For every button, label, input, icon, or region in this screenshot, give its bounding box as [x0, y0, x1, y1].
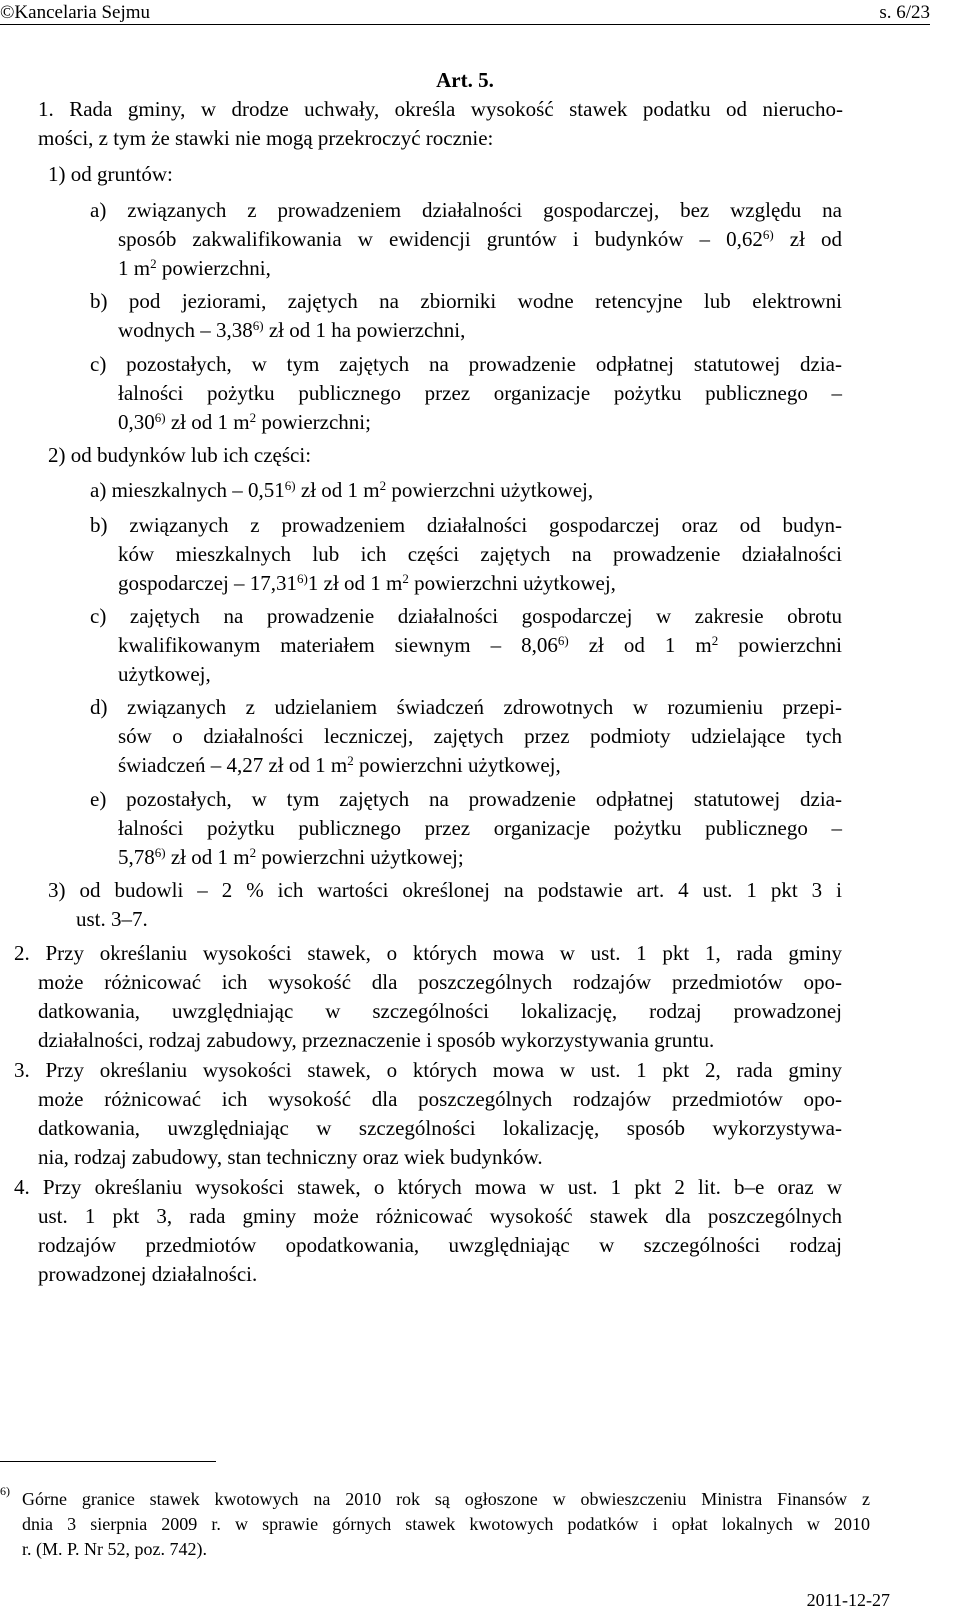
superscript: 2: [379, 478, 387, 493]
superscript: 2: [150, 256, 157, 271]
point-1b: [90, 287, 842, 316]
text-span: zł od 1 m: [295, 478, 380, 502]
point-2c-l2: [118, 631, 842, 660]
text-line: [118, 569, 842, 598]
point-2e-l3: [118, 843, 842, 872]
text-span: zł od: [773, 227, 842, 251]
section-2-body: [38, 968, 842, 1055]
text-line: datkowania, uwzględniając w szczególności lokalizację, rodzaj prowadzonej: [38, 999, 842, 1023]
text-line: ków mieszkalnych lub ich części zajętych na prowadzenie działalności: [118, 542, 842, 566]
point-2c-l3: [118, 660, 842, 689]
text-line: e) pozostałych, w tym zajętych na prowadzenie odpłatnej statutowej dzia-: [90, 787, 842, 811]
text-line: c) zajętych na prowadzenie działalności gospodarczej w zakresie obrotu: [90, 604, 842, 628]
section-4-body: [38, 1202, 842, 1289]
text-span: zł od 1 m: [165, 410, 250, 434]
header-rule: [0, 24, 930, 25]
point-1c-l2: [118, 379, 842, 408]
text-line: może różnicować ich wysokość dla poszczególnych rodzajów przedmiotów opo-: [38, 970, 842, 994]
text-span: zł od 1 m: [165, 845, 250, 869]
text-line: sów o działalności leczniczej, zajętych przez podmioty udzielające tych: [118, 724, 842, 748]
text-line: [118, 254, 842, 283]
section-1-intro: [38, 95, 843, 124]
text-line: r. (M. P. Nr 52, poz. 742).: [22, 1539, 207, 1559]
text-line: nia, rodzaj zabudowy, stan techniczny oraz wiek budynków.: [38, 1145, 543, 1169]
text-span: powierzchni: [718, 633, 842, 657]
text-line: 3. Przy określaniu wysokości stawek, o których mowa w ust. 1 pkt 2, rada gminy: [14, 1058, 842, 1082]
text-span: 1 zł od 1 m: [307, 571, 403, 595]
footnote-ref: 6): [297, 571, 308, 586]
section-2: [14, 939, 842, 968]
text-line: c) pozostałych, w tym zajętych na prowadzenie odpłatnej statutowej dzia-: [90, 352, 842, 376]
text-line: 2) od budynków lub ich części:: [48, 443, 312, 467]
text-line: Górne granice stawek kwotowych na 2010 rok są ogłoszone w obwieszczeniu Ministra Finansów z: [22, 1489, 870, 1509]
text-span: powierzchni,: [156, 256, 271, 280]
text-line: użytkowej,: [118, 662, 211, 686]
text-line: d) związanych z udzielaniem świadczeń zdrowotnych w rozumieniu przepi-: [90, 695, 842, 719]
text-span: wodnych – 3,38: [118, 318, 253, 342]
article-title: Art. 5.: [436, 68, 494, 92]
point-1a: [90, 196, 842, 225]
text-line: 3) od budowli – 2 % ich wartości określonej na podstawie art. 4 ust. 1 pkt 3 i: [48, 878, 842, 902]
text-line: ust. 3–7.: [76, 907, 148, 931]
text-span: powierzchni użytkowej,: [408, 571, 616, 595]
footnote-ref: 6): [154, 410, 166, 425]
text-line: [118, 316, 842, 345]
text-span: zł od 1 m: [568, 633, 712, 657]
point-2: [48, 441, 838, 470]
text-span: kwalifikowanym materiałem siewnym – 8,06: [118, 633, 558, 657]
point-2b: [90, 511, 842, 540]
point-1a-l3: [118, 254, 842, 283]
point-3-l2: [76, 905, 842, 934]
section-3-body: [38, 1085, 842, 1172]
superscript: 2: [347, 753, 354, 768]
point-1c-l3: [118, 408, 842, 437]
text-line: datkowania, uwzględniając w szczególności lokalizację, sposób wykorzystywa-: [38, 1116, 842, 1140]
text-line: ust. 1 pkt 3, rada gminy może różnicować wysokość stawek dla poszczególnych: [38, 1204, 842, 1228]
point-2c: [90, 602, 842, 631]
section-1-intro-cont: [38, 124, 843, 153]
text-line: [90, 476, 842, 505]
page-header-left: ©Kancelaria Sejmu: [0, 2, 151, 23]
text-line: 1) od gruntów:: [48, 162, 173, 186]
text-span: sposób zakwalifikowania w ewidencji gruntów i budynków – 0,62: [118, 227, 763, 251]
text-line: a) związanych z prowadzeniem działalności gospodarczej, bez względu na: [90, 198, 842, 222]
point-2a: [90, 476, 842, 505]
text-span: gospodarczej – 17,31: [118, 571, 298, 595]
point-1b-l2: [118, 316, 842, 345]
text-span: powierzchni użytkowej,: [386, 478, 594, 502]
text-line: łalności pożytku publicznego przez organizacje pożytku publicznego –: [118, 816, 842, 840]
text-line: b) związanych z prowadzeniem działalności gospodarczej oraz od budyn-: [90, 513, 842, 537]
text-span: powierzchni;: [256, 410, 371, 434]
superscript: 2: [249, 845, 257, 860]
point-3: [48, 876, 842, 905]
page-number: s. 6/23: [879, 2, 930, 23]
text-span: 0,30: [118, 410, 155, 434]
text-line: b) pod jeziorami, zajętych na zbiorniki wodne retencyjne lub elektrowni: [90, 289, 842, 313]
text-span: zł od 1 ha powierzchni,: [263, 318, 466, 342]
point-2d: [90, 693, 842, 722]
text-span: powierzchni użytkowej,: [353, 753, 561, 777]
text-line: łalności pożytku publicznego przez organizacje pożytku publicznego –: [118, 381, 842, 405]
section-4: [14, 1173, 842, 1202]
point-1a-l2: [118, 225, 842, 254]
point-1: [48, 160, 838, 189]
point-2d-l3: [118, 751, 842, 780]
text-line: prowadzonej działalności.: [38, 1262, 258, 1286]
point-2d-l2: [118, 722, 842, 751]
text-line: 1. Rada gminy, w drodze uchwały, określa wysokość stawek podatku od nierucho-: [38, 97, 843, 121]
text-span: 1 m: [118, 256, 151, 280]
footnote-ref: 6): [762, 227, 774, 242]
text-line: [118, 843, 842, 872]
point-1c: [90, 350, 842, 379]
text-line: działalności, rodzaj zabudowy, przeznaczenie i sposób wykorzystywania gruntu.: [38, 1028, 715, 1052]
point-2e: [90, 785, 842, 814]
document-date: 2011-12-27: [806, 1590, 890, 1610]
superscript: 2: [402, 571, 409, 586]
footnote-ref: 6): [252, 318, 264, 333]
text-line: [118, 631, 842, 660]
point-2e-l2: [118, 814, 842, 843]
text-span: 5,78: [118, 845, 155, 869]
superscript: 2: [249, 410, 257, 425]
text-line: [118, 225, 842, 254]
point-2b-l2: [118, 540, 842, 569]
footnote-ref: 6): [154, 845, 166, 860]
point-2b-l3: [118, 569, 842, 598]
text-line: 4. Przy określaniu wysokości stawek, o których mowa w ust. 1 pkt 2 lit. b–e oraz w: [14, 1175, 842, 1199]
text-span: a) mieszkalnych – 0,51: [90, 478, 285, 502]
text-line: [118, 408, 842, 437]
section-3: [14, 1056, 842, 1085]
text-span: świadczeń – 4,27 zł od 1 m: [118, 753, 348, 777]
text-line: dnia 3 sierpnia 2009 r. w sprawie górnych stawek kwotowych podatków i opłat lokalnych w 2010: [22, 1514, 870, 1534]
footnote-mark: 6): [0, 1484, 10, 1498]
footnote-separator: [0, 1461, 216, 1462]
text-line: mości, z tym że stawki nie mogą przekroczyć rocznie:: [38, 126, 494, 150]
text-line: rodzajów przedmiotów opodatkowania, uwzględniając w szczególności rodzaj: [38, 1233, 842, 1257]
text-line: [118, 751, 842, 780]
footnote-ref: 6): [557, 633, 569, 648]
text-span: powierzchni użytkowej;: [256, 845, 464, 869]
superscript: 2: [711, 633, 719, 648]
footnote-ref: 6): [284, 478, 296, 493]
text-line: może różnicować ich wysokość dla poszczególnych rodzajów przedmiotów opo-: [38, 1087, 842, 1111]
footnote-text: [22, 1487, 870, 1562]
text-line: 2. Przy określaniu wysokości stawek, o których mowa w ust. 1 pkt 1, rada gminy: [14, 941, 842, 965]
